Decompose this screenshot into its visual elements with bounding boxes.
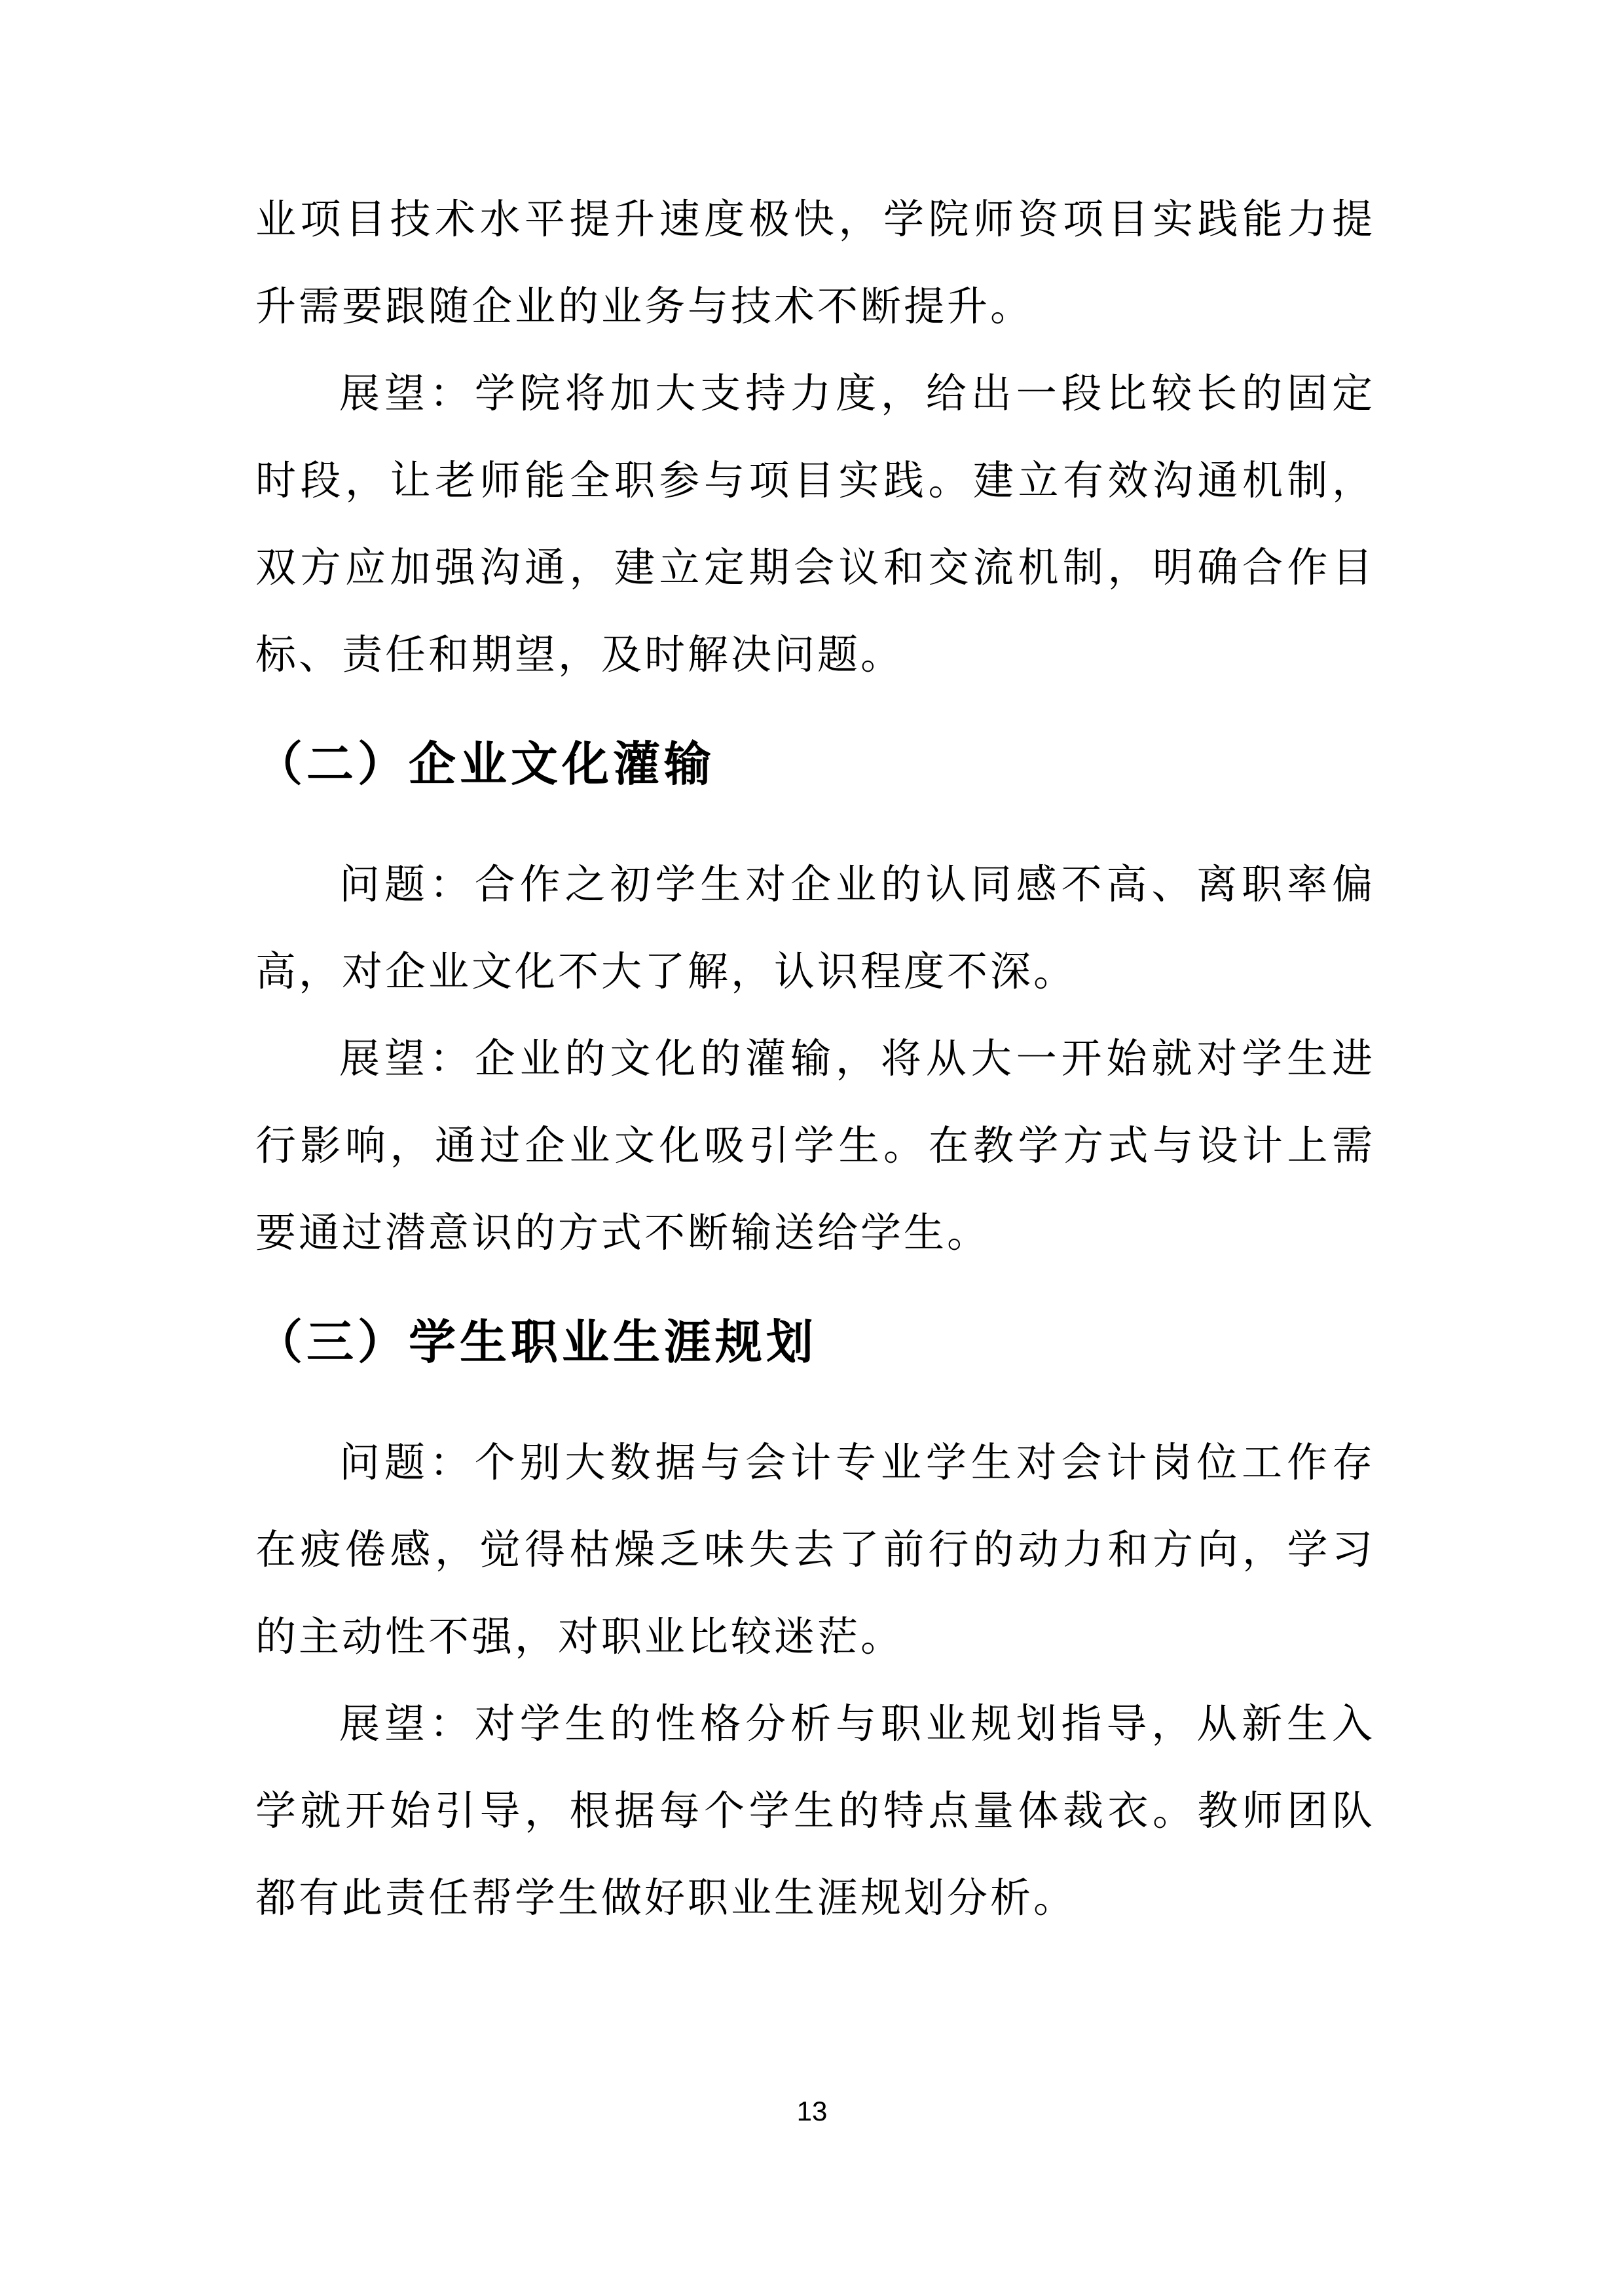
paragraph-corporate-culture-outlook: 展望：企业的文化的灌输，将从大一开始就对学生进行影响，通过企业文化吸引学生。在教学方式与设计上需要通过潜意识的方式不断输送给学生。 xyxy=(255,1037,1375,1256)
page-number: 13 xyxy=(796,2096,828,2126)
paragraph-teacher-practice-continuation: 业项目技术水平提升速度极快，学院师资项目实践能力提升需要跟随企业的业务与技术不断提升。 xyxy=(255,198,1375,329)
section-heading-corporate-culture: （二）企业文化灌输 xyxy=(255,738,716,791)
paragraph-teacher-practice-outlook: 展望：学院将加大支持力度，给出一段比较长的固定时段，让老师能全职参与项目实践。建立有效沟通机制，双方应加强沟通，建立定期会议和交流机制，明确合作目标、责任和期望，及时解决问题。 xyxy=(255,372,1375,678)
section-heading-career-planning: （三）学生职业生涯规划 xyxy=(255,1317,818,1369)
paragraph-corporate-culture-problem: 问题：合作之初学生对企业的认同感不高、离职率偏高，对企业文化不大了解，认识程度不深。 xyxy=(255,863,1375,994)
paragraph-career-planning-outlook: 展望：对学生的性格分析与职业规划指导，从新生入学就开始引导，根据每个学生的特点量体裁衣。教师团队都有此责任帮学生做好职业生涯规划分析。 xyxy=(255,1702,1375,1921)
paragraph-career-planning-problem: 问题：个别大数据与会计专业学生对会计岗位工作存在疲倦感，觉得枯燥乏味失去了前行的动力和方向，学习的主动性不强，对职业比较迷茫。 xyxy=(255,1441,1375,1660)
